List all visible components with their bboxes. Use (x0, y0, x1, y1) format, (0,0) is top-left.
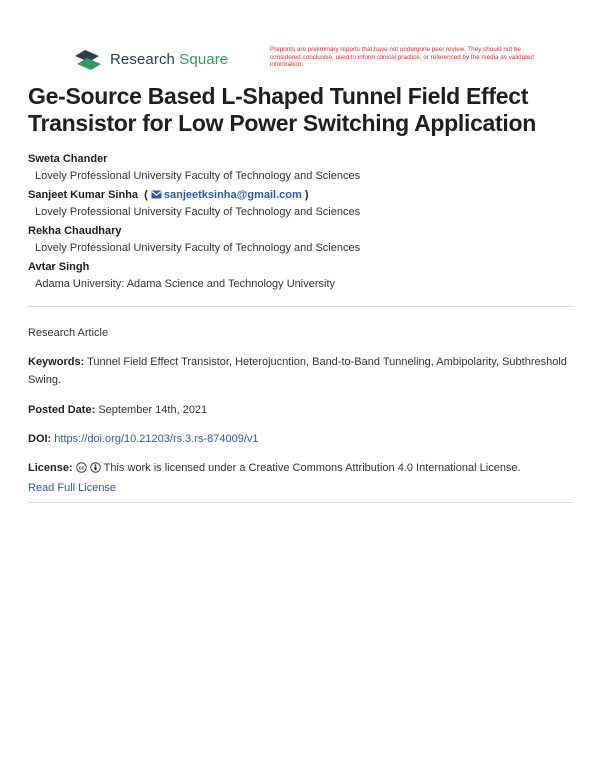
research-square-logo-icon (73, 47, 103, 71)
posted-date-section (28, 401, 573, 419)
doi-link[interactable]: https://doi.org/10.21203/rs.3.rs-874009/v1 (54, 433, 259, 445)
divider (28, 306, 573, 307)
license-label: License: (28, 462, 73, 474)
logo-wordmark (110, 51, 228, 68)
author-block (28, 261, 573, 297)
divider (28, 502, 573, 503)
attribution-icon (90, 462, 101, 473)
author-block (28, 153, 573, 189)
svg-text:cc: cc (78, 465, 85, 472)
author-list (28, 153, 573, 297)
article-type: Research Article (28, 327, 109, 339)
author-name: Sanjeet Kumar Sinha (28, 189, 139, 201)
author-affiliation: Lovely Professional University Faculty of Technology and Sciences (35, 206, 361, 218)
license-section (28, 459, 573, 497)
paper-title: Ge-Source Based L-Shaped Tunnel Field Effect Transistor for Low Power Switching Application (28, 83, 537, 136)
author-affiliation: Lovely Professional University Faculty of Technology and Sciences (35, 170, 361, 182)
posted-date: September 14th, 2021 (98, 404, 208, 416)
doi-label: DOI: (28, 433, 52, 445)
author-block (28, 189, 573, 225)
research-square-logo[interactable] (73, 47, 228, 71)
preprint-disclaimer: Preprints are preliminary reports that have not undergone peer review. They should not be considered conclusive, used to inform clinical practice, or referenced by the media as validated information. (270, 46, 534, 69)
license-text: This work is licensed under a Creative Commons Attribution 4.0 International License. (103, 462, 521, 474)
author-name: Sweta Chander (28, 153, 108, 165)
doi-section (28, 430, 573, 448)
author-email: sanjeetksinha@gmail.com (163, 189, 302, 201)
author-name: Rekha Chaudhary (28, 225, 122, 237)
keywords-text: Tunnel Field Effect Transistor, Heterojucntion, Band-to-Band Tunneling, Ambipolarity, Subthreshold Swing. (28, 356, 567, 386)
keywords-label: Keywords: (28, 356, 85, 368)
keywords-section (28, 353, 573, 389)
logo-word-research: Research (110, 50, 175, 68)
read-full-license-link[interactable]: Read Full License (28, 482, 117, 494)
creative-commons-icon (76, 462, 87, 473)
author-affiliation: Adama University: Adama Science and Technology University (35, 278, 336, 290)
license-icons (76, 461, 101, 479)
logo-word-square: Square (179, 50, 229, 68)
envelope-icon (151, 190, 162, 199)
author-name: Avtar Singh (28, 261, 90, 273)
author-affiliation: Lovely Professional University Faculty of Technology and Sciences (35, 242, 361, 254)
posted-date-label: Posted Date: (28, 404, 96, 416)
author-block (28, 225, 573, 261)
author-email-link[interactable] (151, 189, 302, 201)
corresponding-author: Sanjeet Kumar Sinha ( sanjeetksinha@gmail.com ) (28, 189, 309, 201)
